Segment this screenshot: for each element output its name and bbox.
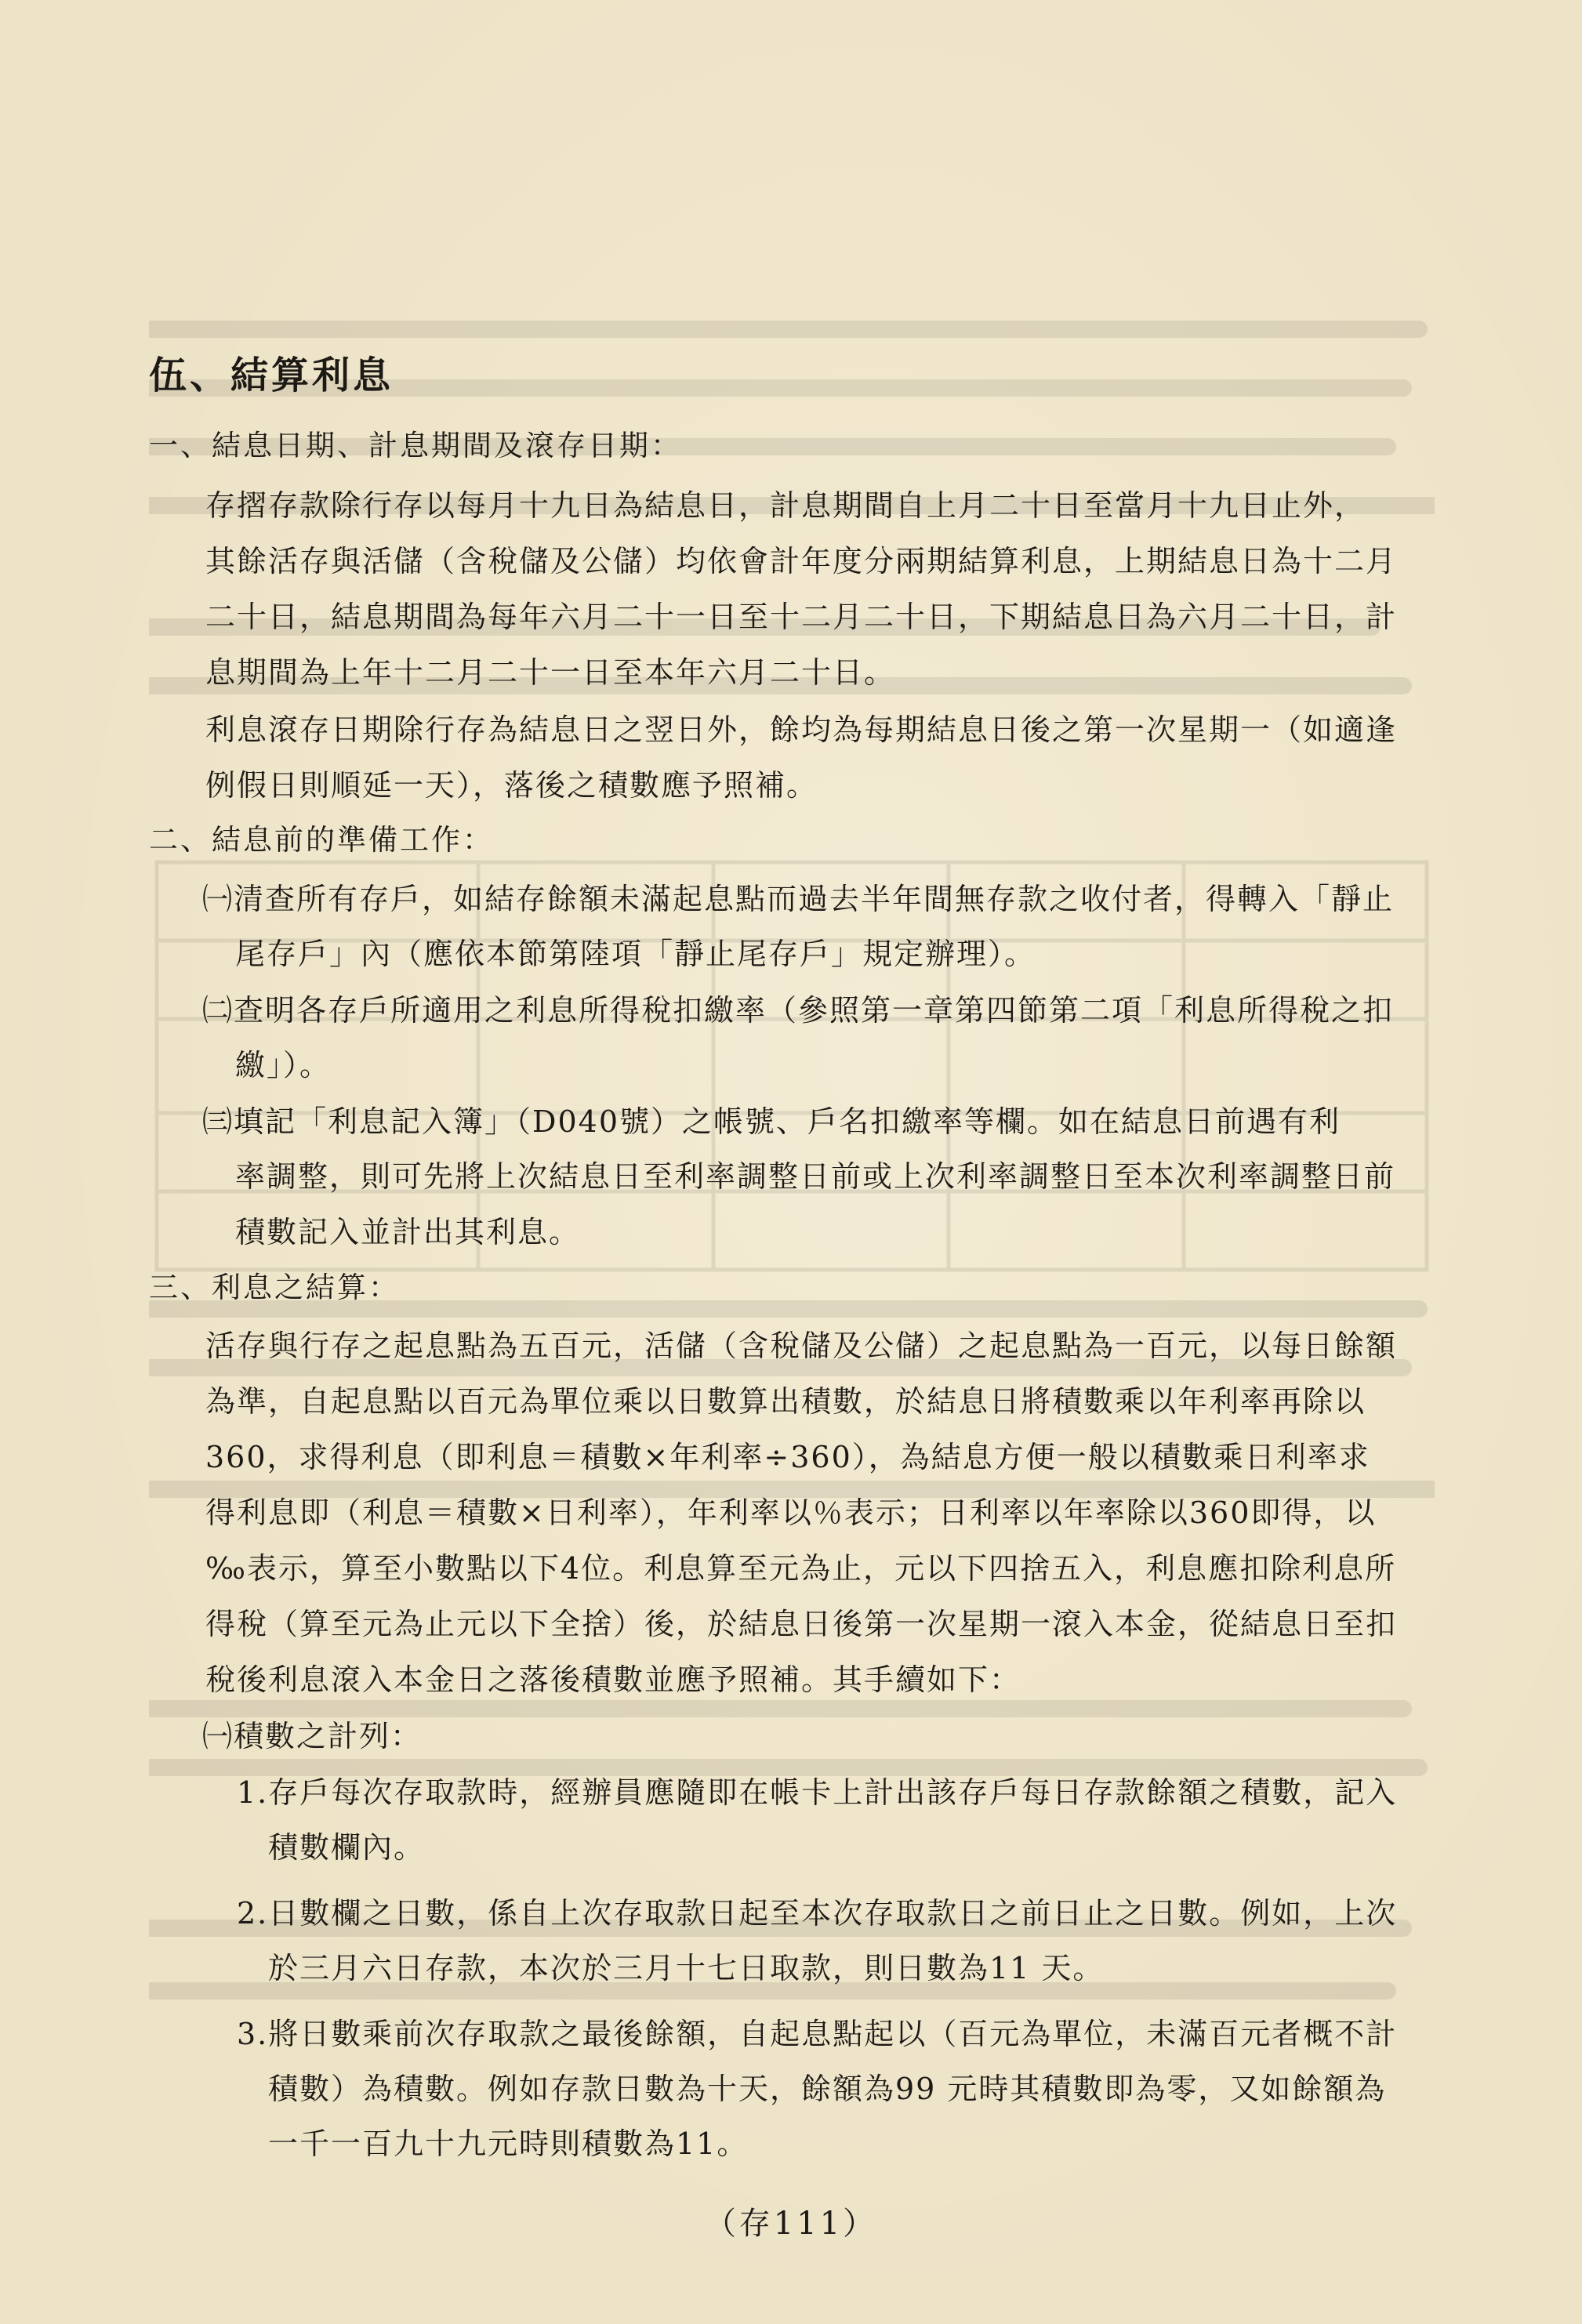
sec3-heading: 三、利息之結算： (149, 1271, 400, 1304)
sec3-p1-line: 稅後利息滾入本金日之落後積數並應予照補。其手續如下： (205, 1662, 1021, 1697)
sec3-p1-line: 為準，自起息點以百元為單位乘以日數算出積數，於結息日將積數乘以年利率再除以 (205, 1384, 1366, 1419)
sec2-item2-line: 繳」）。 (235, 1048, 332, 1082)
sec3-item2-line: 於三月六日存款，本次於三月十七日取款，則日數為11 天。 (268, 1951, 1105, 1985)
sec3-p1-line: 得稅（算至元為止元以下全捨）後，於結息日後第一次星期一滾入本金，從結息日至扣 (205, 1607, 1398, 1641)
sec2-heading: 二、結息前的準備工作： (149, 823, 494, 857)
sec3-item2-line: 2.日數欄之日數，係自上次存取款日起至本次存取款日之前日止之日數。例如，上次 (237, 1896, 1398, 1931)
page-number: （存111） (704, 2206, 878, 2242)
sec2-item1-line: 尾存戶」內（應依本節第陸項「靜止尾存戶」規定辦理）。 (235, 937, 1036, 971)
sec2-item3-line: ㈢填記「利息記入簿」（D040號）之帳號、戶名扣繳率等欄。如在結息日前遇有利 (202, 1104, 1341, 1139)
sec1-p1-line: 二十日，結息期間為每年六月二十一日至十二月二十日，下期結息日為六月二十日，計 (205, 600, 1398, 634)
sec1-p1-line: 存摺存款除行存以每月十九日為結息日，計息期間自上月二十日至當月十九日止外， (205, 488, 1366, 523)
sec1-p2-line: 利息滾存日期除行存為結息日之翌日外，餘均為每期結息日後之第一次星期一（如適逢 (205, 712, 1398, 747)
sec3-subheading: ㈠積數之計列： (202, 1719, 423, 1753)
sec2-item3-line: 率調整，則可先將上次結息日至利率調整日前或上次利率調整日至本次利率調整日前 (235, 1159, 1396, 1194)
sec1-heading: 一、結息日期、計息期間及滾存日期： (149, 429, 682, 462)
sec3-p1-line: 活存與行存之起息點為五百元，活儲（含稅儲及公儲）之起息點為一百元，以每日餘額 (205, 1329, 1398, 1363)
sec1-p1-line: 息期間為上年十二月二十一日至本年六月二十日。 (205, 655, 896, 690)
sec3-item1-line: 積數欄內。 (268, 1830, 426, 1865)
sec2-item3-line: 積數記入並計出其利息。 (235, 1215, 581, 1249)
sec2-item2-line: ㈡查明各存戶所適用之利息所得稅扣繳率（參照第一章第四節第二項「利息所得稅之扣 (202, 993, 1395, 1028)
sec3-p1-line: 360，求得利息（即利息＝積數×年利率÷360），為結息方便一般以積數乘日利率求 (205, 1440, 1370, 1474)
sec3-item3-line: 3.將日數乘前次存取款之最後餘額，自起息點起以（百元為單位，未滿百元者概不計 (237, 2017, 1398, 2051)
sec3-item3-line: 一千一百九十九元時則積數為11。 (268, 2126, 749, 2161)
sec1-p1-line: 其餘活存與活儲（含稅儲及公儲）均依會計年度分兩期結算利息，上期結息日為十二月 (205, 544, 1398, 578)
sec3-p1-line: 得利息即（利息＝積數×日利率），年利率以％表示；日利率以年率除以360即得，以 (205, 1496, 1377, 1530)
sec1-p2-line: 例假日則順延一天），落後之積數應予照補。 (205, 768, 818, 803)
section-title: 伍、結算利息 (149, 353, 394, 397)
sec2-item1-line: ㈠清查所有存戶，如結存餘額未滿起息點而過去半年間無存款之收付者，得轉入「靜止 (202, 882, 1395, 916)
sec3-p1-line: ‰表示，算至小數點以下4位。利息算至元為止，元以下四捨五入，利息應扣除利息所 (205, 1551, 1397, 1586)
sec3-item3-line: 積數）為積數。例如存款日數為十天，餘額為99 元時其積數即為零，又如餘額為 (268, 2072, 1387, 2106)
sec3-item1-line: 1.存戶每次存取款時，經辦員應隨即在帳卡上計出該存戶每日存款餘額之積數，記入 (237, 1775, 1398, 1810)
